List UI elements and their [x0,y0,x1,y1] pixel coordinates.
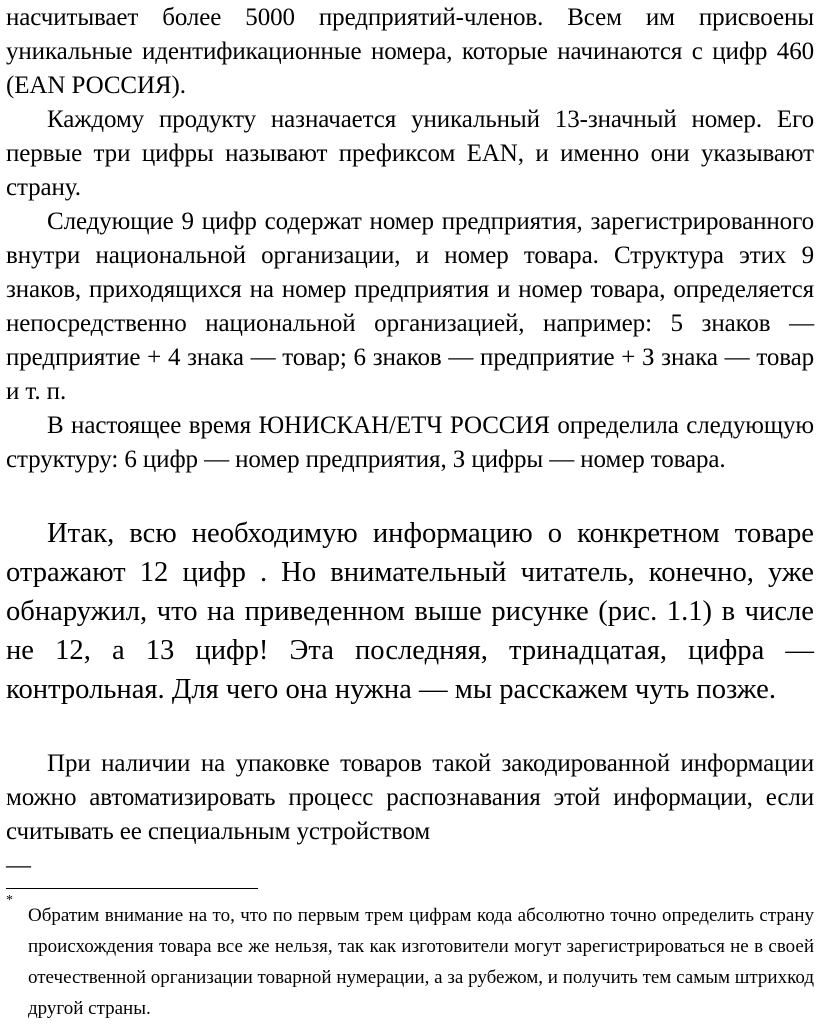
paragraph-uniscan-structure: В настоящее время ЮНИСКАН/ЕТЧ РОССИЯ определила следующую структуру: 6 цифр — номер предприятия, З цифры — номер товара. [6,412,814,473]
paragraph-twelve-digits: Итак, всю необходимую информацию о конкретном товаре отражают 12 цифр . Но внимательный читатель, конечно, уже обнаружил, что на приведенном выше рисунке (рис. 1.1) в числе не 12, а 13 цифр! Эта последняя, тринадцатая, цифра — контрольная. Для чего она нужна — мы расскажем чуть позже. [6,518,814,705]
paragraph-nine-digits: Следующие 9 цифр содержат номер предприятия, зарегистрированного внутри национальной организации, и номер товара. Структура этих 9 знаков, приходящихся на номер предприятия и номер товара, определяется непосредственно национальной организацией, например: 5 знаков — предприятие + 4 знака — товар; 6 знаков — предприятие + З знака — товар и т. п. [6,208,814,405]
footnote-text: Обратим внимание на то, что по первым трем цифрам кода абсолютно точно определить страну происхождения товара все же нельзя, так как изготовители могут зарегистрироваться не в своей отечественной организации товарной нумерации, а за рубежом, и получить тем самым штрихкод другой страны. [28,905,814,1019]
footnote-separator [6,888,258,889]
footnote-marker: * [6,893,13,908]
trailing-dash: — [6,852,31,879]
paragraph-automation: При наличии на упаковке товаров такой закодированной информации можно автоматизировать процесс распознавания этой информации, если считывать ее специальным устройством [6,750,814,845]
paragraph-ean-number: Каждому продукту назначается уникальный 13-значный номер. Его первые три цифры называют префиксом EAN, и именно они указывают страну. [6,106,814,201]
paragraph-continuation: насчитывает более 5000 предприятий-членов. Всем им присвоены уникальные идентификационные номера, которые начинаются с цифр 460 (EAN РОССИЯ). [6,4,814,99]
